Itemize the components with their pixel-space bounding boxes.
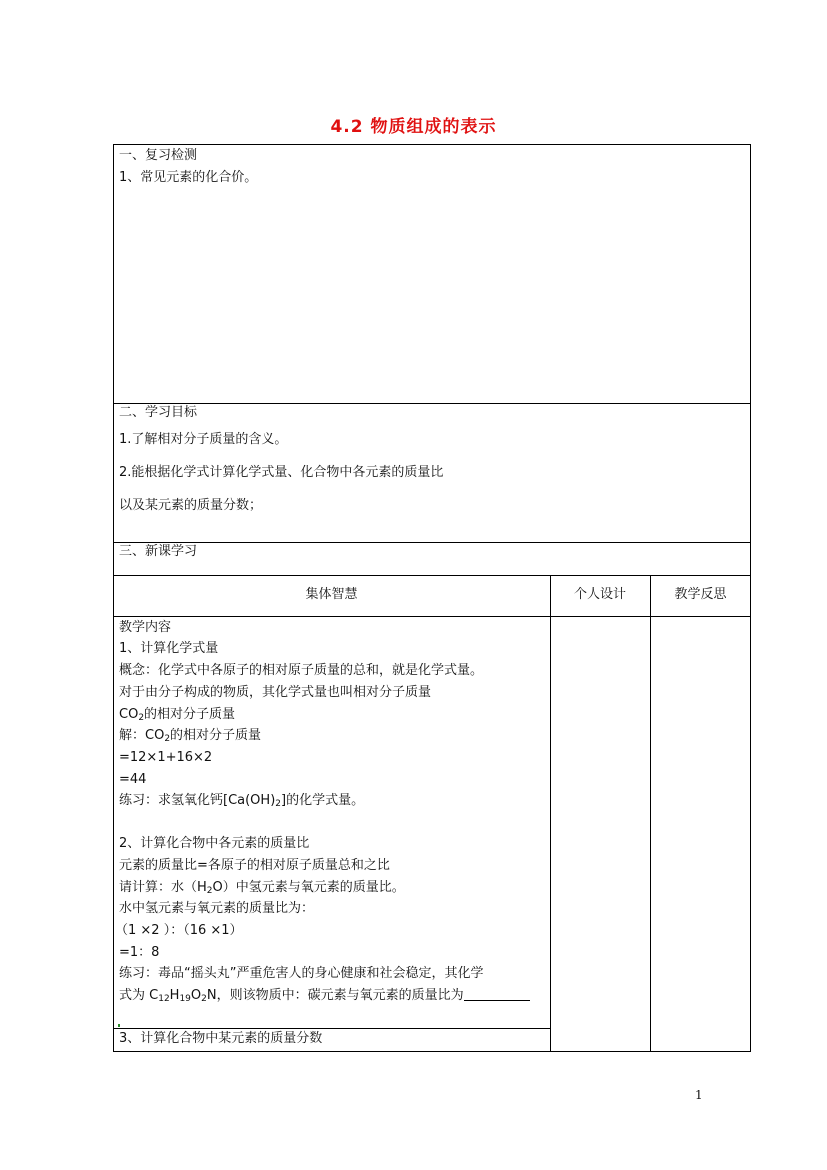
newlesson-heading: 三、新课学习 — [119, 544, 198, 559]
subscript: 19 — [179, 994, 191, 1004]
content-line: （1 ×2 ）：（16 ×1） — [115, 923, 243, 938]
subscript: 2 — [201, 994, 207, 1004]
content-line: =12×1+16×2 — [119, 750, 213, 765]
review-heading: 一、复习检测 — [119, 148, 198, 163]
content-line: 2、计算化合物中各元素的质量比 — [119, 836, 310, 851]
formula-text: 练习：求氢氧化钙[Ca(OH) — [119, 793, 276, 808]
content-line: 元素的质量比=各原子的相对原子质量总和之比 — [119, 858, 390, 873]
formula-text: 解：CO — [119, 728, 165, 743]
table-header-divider — [113, 616, 751, 617]
content-line: 对于由分子构成的物质，其化学式量也叫相对分子质量 — [119, 685, 432, 700]
content-line: 水中氢元素与氧元素的质量比为： — [119, 901, 315, 916]
green-mark — [118, 1024, 120, 1027]
goals-item-3: 以及某元素的质量分数； — [119, 498, 263, 513]
column-header-collective: 集体智慧 — [305, 587, 358, 602]
content-line — [119, 793, 364, 809]
column-divider-1 — [550, 575, 551, 1052]
content-line: 概念：化学式中各原子的相对原子质量的总和，就是化学式量。 — [119, 663, 484, 678]
review-item-1: 1、常见元素的化合价。 — [119, 170, 258, 185]
column-header-reflection: 教学反思 — [674, 587, 727, 602]
page-number: 1 — [695, 1088, 703, 1102]
content-line — [119, 988, 530, 1004]
page-title: 4.2 物质组成的表示 — [330, 117, 497, 137]
content-divider — [113, 1028, 550, 1029]
content-line: =44 — [119, 772, 147, 787]
goals-item-1: 1.了解相对分子质量的含义。 — [119, 432, 288, 447]
newlesson-section — [113, 542, 751, 576]
column-header-personal: 个人设计 — [573, 587, 626, 602]
content-line: 1、计算化学式量 — [119, 641, 219, 656]
content-line — [119, 880, 405, 896]
subscript: 2 — [138, 713, 145, 723]
content-line: 3、计算化合物中某元素的质量分数 — [119, 1031, 323, 1046]
column-divider-2 — [650, 575, 651, 1052]
goals-item-2: 2.能根据化学式计算化学式量、化合物中各元素的质量比 — [119, 465, 444, 480]
content-line: 教学内容 — [119, 620, 172, 635]
subscript: 2 — [164, 734, 171, 744]
formula-text: ]的化学式量。 — [281, 793, 365, 808]
answer-blank — [464, 988, 530, 1001]
formula-text: N，则该物质中：碳元素与氧元素的质量比为 — [206, 988, 464, 1003]
formula-text: O）中氢元素与氧元素的质量比。 — [212, 880, 405, 895]
formula-text: O — [190, 988, 202, 1003]
formula-text: CO — [119, 707, 139, 722]
formula-text: 请计算：水（H — [119, 880, 207, 895]
content-line: =1：8 — [119, 945, 160, 960]
content-line: 练习：毒品“摇头丸”严重危害人的身心健康和社会稳定，其化学 — [119, 966, 484, 981]
formula-text: 的相对分子质量 — [144, 707, 236, 722]
content-line — [119, 728, 261, 744]
subscript: 12 — [158, 994, 170, 1004]
goals-heading: 二、学习目标 — [119, 405, 198, 420]
formula-text: 式为 C — [119, 988, 159, 1003]
formula-text: H — [169, 988, 180, 1003]
formula-text: 的相对分子质量 — [170, 728, 262, 743]
content-line — [119, 707, 235, 723]
subscript: 2 — [275, 799, 282, 809]
subscript: 2 — [206, 886, 213, 896]
